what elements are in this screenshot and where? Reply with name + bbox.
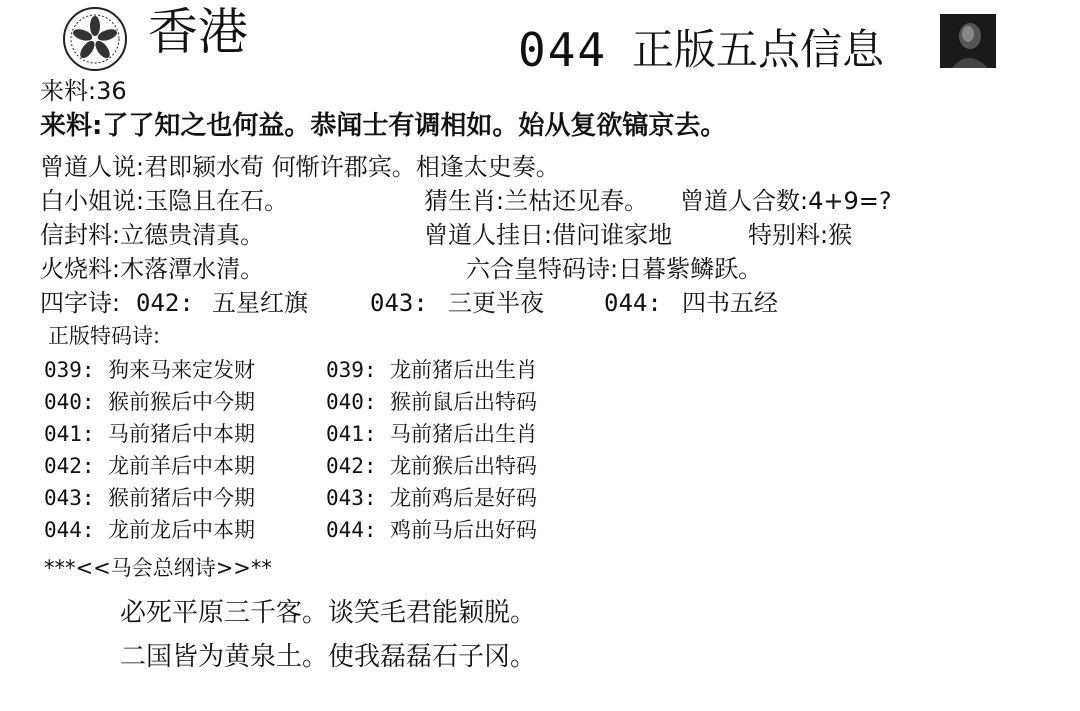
code-num: 041: (44, 422, 95, 446)
portrait-image (940, 14, 996, 68)
code-text: 龙前鸡后是好码 (390, 486, 537, 510)
code-text: 马前猪后出生肖 (390, 422, 537, 446)
code-num: 044: (326, 518, 377, 542)
four-char-text: 四书五经 (682, 289, 778, 317)
region-title: 香港 (148, 3, 248, 61)
code-text: 龙前龙后中本期 (108, 518, 255, 542)
issue-number: 044 (518, 23, 608, 77)
zeng-hang: 曾道人挂日:借问谁家地 (424, 221, 673, 249)
code-text: 鸡前马后出好码 (390, 518, 537, 542)
lhc-poem: 六合皇特码诗:日暮紫鳞跃。 (466, 255, 763, 283)
four-char-label: 四字诗: (40, 289, 121, 317)
source-number: 来料:36 (40, 77, 127, 105)
code-num: 042: (44, 454, 95, 478)
code-text: 猴前鼠后出特码 (390, 390, 537, 414)
summary-poem-heading: ***<<马会总纲诗>>** (44, 556, 272, 580)
code-text: 猴前猪后中今期 (108, 486, 255, 510)
guess-zodiac: 猜生肖:兰枯还见春。 (424, 187, 649, 215)
code-text: 马前猪后中本期 (108, 422, 255, 446)
code-num: 039: (44, 358, 95, 382)
code-poem-label: 正版特码诗: (48, 324, 161, 348)
poem-line: 必死平原三千客。谈笑毛君能颖脱。 (120, 598, 537, 628)
code-num: 040: (326, 390, 377, 414)
code-text: 龙前猴后出特码 (390, 454, 537, 478)
bai-says: 白小姐说:玉隐且在石。 (40, 187, 289, 215)
code-text: 龙前羊后中本期 (108, 454, 255, 478)
code-text: 猴前猴后中今期 (108, 390, 255, 414)
source-text: 来料:了了知之也何益。恭闻士有调相如。始从复欲镐京去。 (40, 111, 727, 141)
zeng-says: 曾道人说:君即颍水荀 何惭许郡宾。相逢太史奏。 (40, 153, 560, 181)
four-char-text: 三更半夜 (448, 289, 544, 317)
document-title: 正版五点信息 (632, 25, 885, 74)
four-char-num: 043: (370, 289, 428, 317)
zeng-sum: 曾道人合数:4+9=? (680, 187, 892, 215)
code-num: 044: (44, 518, 95, 542)
code-text: 狗来马来定发财 (108, 358, 255, 382)
four-char-text: 五星红旗 (212, 289, 308, 317)
four-char-num: 042: (136, 289, 194, 317)
hk-emblem-icon (62, 6, 128, 72)
code-num: 043: (44, 486, 95, 510)
fire-line: 火烧料:木落潭水清。 (40, 255, 265, 283)
code-num: 040: (44, 390, 95, 414)
code-num: 042: (326, 454, 377, 478)
code-text: 龙前猪后出生肖 (390, 358, 537, 382)
four-char-num: 044: (604, 289, 662, 317)
envelope-line: 信封料:立德贵清真。 (40, 221, 265, 249)
code-num: 043: (326, 486, 377, 510)
code-num: 041: (326, 422, 377, 446)
code-num: 039: (326, 358, 377, 382)
poem-line: 二国皆为黄泉土。使我磊磊石子冈。 (120, 642, 537, 672)
special-line: 特别料:猴 (748, 221, 853, 249)
